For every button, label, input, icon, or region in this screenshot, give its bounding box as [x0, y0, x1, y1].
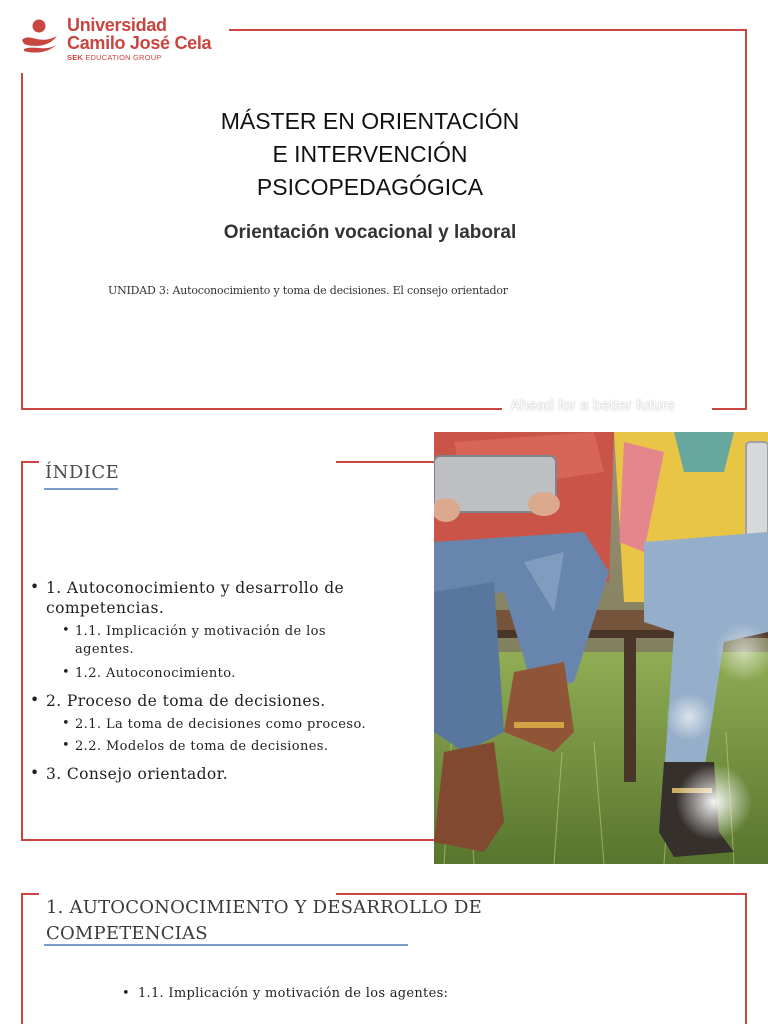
logo-text-line1: Universidad	[67, 15, 167, 35]
master-title	[150, 105, 590, 204]
course-subtitle: Orientación vocacional y laboral	[223, 222, 517, 243]
section-frame-left	[21, 893, 23, 1024]
toc-item-3-label: 3. Consejo orientador.	[46, 765, 229, 783]
toc-item-1-1[interactable]	[62, 623, 392, 659]
bullet-icon: •	[30, 764, 40, 782]
section-frame-right	[745, 893, 747, 1024]
title-line-3: PSICOPEDAGÓGICA	[256, 174, 484, 200]
toc-item-1-line1: 1. Autoconocimiento y desarrollo de	[46, 579, 345, 597]
section-list-item-label: 1.1. Implicación y motivación de los agentes:	[137, 986, 449, 1001]
toc-item-1[interactable]	[30, 578, 430, 618]
toc-item-2-label: 2. Proceso de toma de decisiones.	[46, 692, 326, 710]
title-line-2: E INTERVENCIÓN	[272, 141, 468, 167]
bullet-icon: •	[30, 578, 40, 596]
logo-mark-icon	[20, 18, 60, 54]
students-bench-illustration	[434, 432, 768, 864]
toc-item-1-2-label: 1.2. Autoconocimiento.	[75, 666, 236, 681]
toc-item-3[interactable]	[30, 764, 228, 784]
toc-item-1-1-line2: agentes.	[75, 642, 135, 657]
unit-caption: UNIDAD 3: Autoconocimiento y toma de decisiones. El consejo orientador	[108, 284, 508, 297]
bullet-icon: •	[62, 665, 71, 680]
index-heading: ÍNDICE	[45, 462, 120, 483]
toc-item-2-2[interactable]	[62, 738, 328, 756]
students-photo	[434, 432, 768, 864]
index-heading-underline	[44, 488, 118, 490]
frame-top-line	[229, 29, 747, 31]
bullet-icon: •	[30, 691, 40, 709]
bullet-icon: •	[122, 986, 130, 1001]
section-heading	[46, 895, 516, 947]
section-frame-top-left	[21, 893, 39, 895]
toc-item-2-1[interactable]	[62, 716, 366, 734]
section-heading-underline	[44, 944, 408, 946]
university-logo	[20, 16, 220, 66]
bullet-icon: •	[62, 716, 71, 731]
toc-item-1-2[interactable]	[62, 665, 236, 683]
frame-right-line	[745, 29, 747, 410]
logo-sek: SEK	[67, 53, 84, 62]
logo-education-group: EDUCATION GROUP	[83, 53, 162, 62]
index-frame-top-right	[336, 461, 434, 463]
toc-item-2[interactable]	[30, 691, 326, 711]
frame-bottom-right-line	[712, 408, 747, 410]
bullet-icon: •	[62, 738, 71, 753]
frame-left-line	[21, 73, 23, 410]
tagline: Ahead for a better future	[510, 397, 676, 414]
section-heading-line1: 1. AUTOCONOCIMIENTO Y DESARROLLO DE	[46, 897, 482, 918]
index-frame-left	[21, 461, 23, 841]
title-line-1: MÁSTER EN ORIENTACIÓN	[220, 108, 520, 134]
bullet-icon: •	[62, 623, 71, 638]
index-frame-bottom	[21, 839, 434, 841]
toc-item-2-2-label: 2.2. Modelos de toma de decisiones.	[75, 739, 329, 754]
section-heading-line2: COMPETENCIAS	[46, 923, 208, 944]
frame-bottom-line	[21, 408, 502, 410]
logo-text-line2: Camilo José Cela	[67, 33, 212, 53]
toc-item-1-1-line1: 1.1. Implicación y motivación de los	[75, 624, 326, 639]
toc-item-1-line2: competencias.	[46, 599, 165, 617]
logo-text-line3	[67, 53, 162, 62]
toc-item-2-1-label: 2.1. La toma de decisiones como proceso.	[75, 717, 366, 732]
index-frame-top-left	[21, 461, 39, 463]
section-list-item	[122, 986, 448, 1001]
